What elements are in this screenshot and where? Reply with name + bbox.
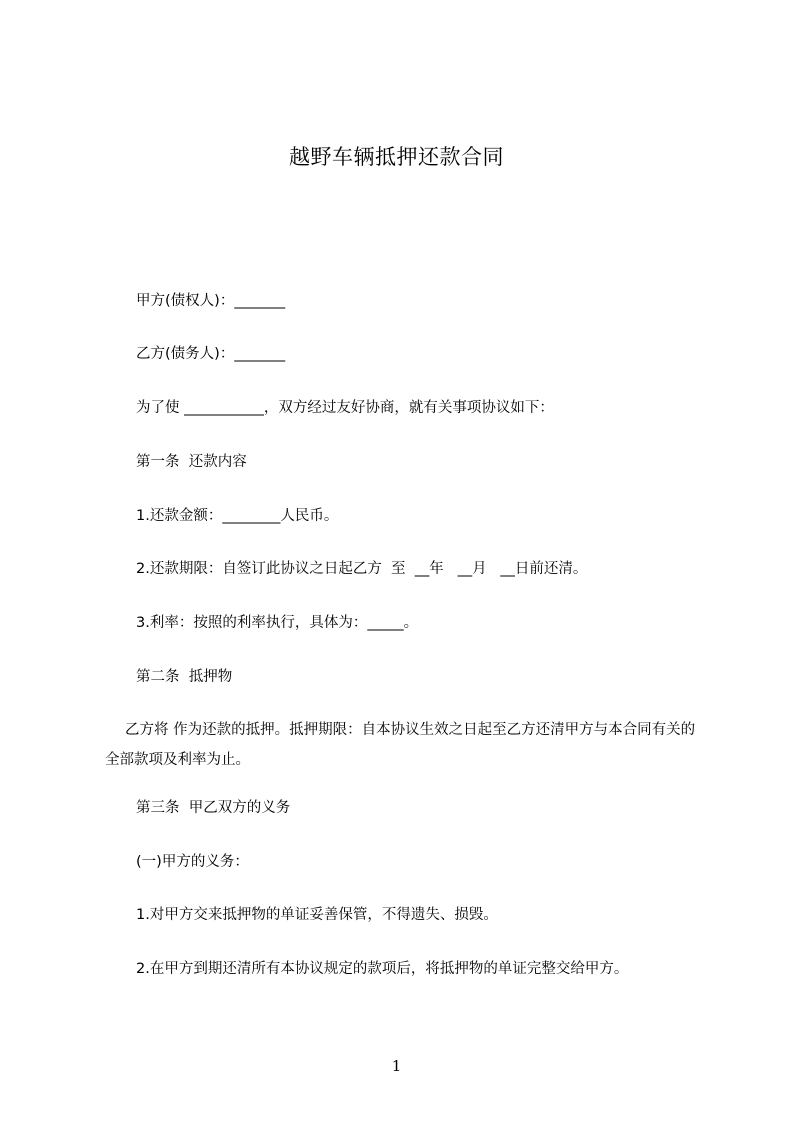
paragraph-party-b bbox=[105, 342, 705, 366]
page-number: 1 bbox=[391, 1057, 402, 1075]
paragraph-text: 3.利率：按照的利率执行，具体为：_____。 bbox=[136, 615, 419, 631]
document-title: 越野车辆抵押还款合同 bbox=[289, 145, 504, 169]
paragraph-text: 第一条 还款内容 bbox=[136, 454, 247, 470]
paragraph-text: 甲方(债权人)：_______ bbox=[136, 293, 286, 309]
paragraph-text: 乙方(债务人)：_______ bbox=[136, 346, 286, 362]
duty-item-1 bbox=[105, 903, 705, 927]
section-party-a-duties bbox=[105, 850, 705, 874]
clause-collateral: 乙方将 作为还款的抵押。抵押期限：自本协议生效之日起至乙方还清甲方与本合同有关的全部款项及利率为止。 bbox=[105, 722, 696, 768]
paragraph-text: (一)甲方的义务： bbox=[136, 854, 249, 870]
article-3-heading bbox=[105, 796, 705, 820]
paragraph-text: 为了使 ___________，双方经过友好协商，就有关事项协议如下： bbox=[136, 400, 554, 416]
clause-repayment-term bbox=[105, 557, 705, 581]
duty-item-2 bbox=[105, 957, 705, 981]
article-1-heading bbox=[105, 450, 705, 474]
paragraph-text: 2.在甲方到期还清所有本协议规定的款项后，将抵押物的单证完整交给甲方。 bbox=[136, 961, 629, 977]
paragraph-text: 第二条 抵押物 bbox=[136, 669, 233, 685]
paragraph-text: 第三条 甲乙双方的义务 bbox=[136, 800, 291, 816]
clause-interest-rate bbox=[105, 611, 705, 635]
paragraph-text: 1.还款金额：________人民币。 bbox=[136, 508, 339, 524]
paragraph-party-a bbox=[105, 289, 705, 313]
paragraph-text: 1.对甲方交来抵押物的单证妥善保管，不得遗失、损毁。 bbox=[136, 907, 498, 923]
article-2-heading bbox=[105, 665, 705, 689]
paragraph-text: 2.还款期限：自签订此协议之日起乙方 至 __年 __月 __日前还清。 bbox=[136, 561, 588, 577]
clause-repayment-amount bbox=[105, 504, 705, 528]
paragraph-preamble bbox=[105, 396, 705, 420]
